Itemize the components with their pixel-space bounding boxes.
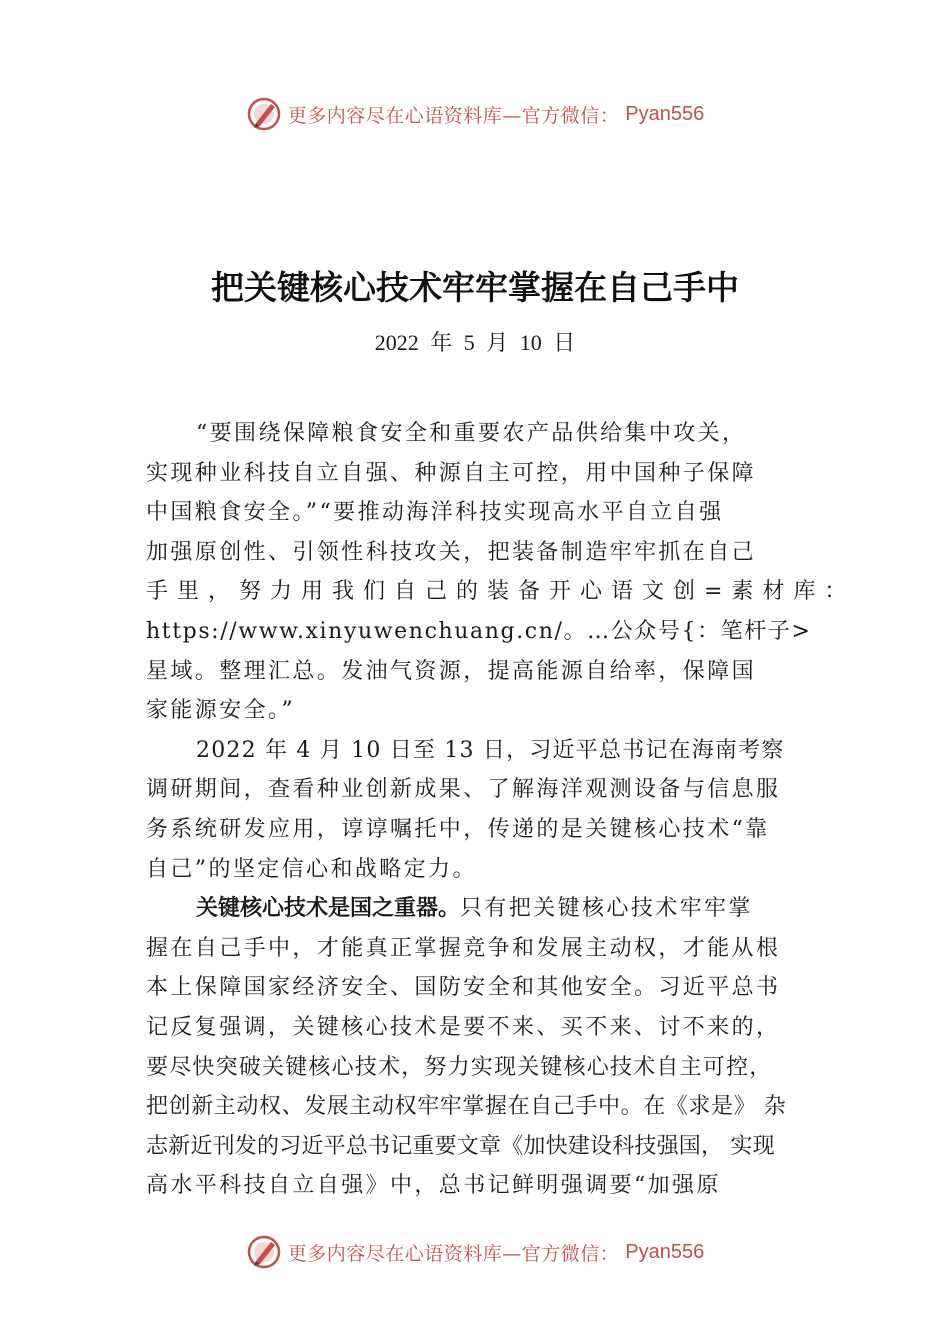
article-date: 2022 年 5 月 10 日	[374, 330, 576, 355]
text-line: 高水平科技自立自强》中，总书记鲜明强调要“加强原	[146, 1173, 721, 1199]
text-line: 手里，努力用我们自己的装备开心语文创=素材库：	[146, 579, 856, 605]
article-body	[146, 414, 856, 1206]
text-line: 自己”的坚定信心和战略定力。	[146, 856, 477, 882]
banner-text: 更多内容尽在心语资料库—官方微信：	[287, 104, 620, 127]
text-line: 家能源安全。”	[146, 698, 296, 724]
footer-banner	[0, 1230, 950, 1274]
text-line: 中国粮食安全。”“要推动海洋科技实现高水平自立自强	[146, 500, 724, 526]
text-line: 志新近刊发的习近平总书记重要文章《加快建设科技强国， 实现	[146, 1133, 775, 1159]
text-line: 要尽快突破关键核心技术，努力实现关键核心技术自主可控，	[146, 1054, 773, 1080]
pen-logo-icon	[246, 1234, 282, 1270]
header-banner	[0, 92, 950, 136]
page-title: 把关键核心技术牢牢掌握在自己手中	[211, 268, 739, 307]
text-line: 加强原创性、引领性科技攻关，把装备制造牢牢抓在自己	[146, 539, 757, 565]
pen-logo-icon	[246, 96, 282, 132]
text-line: 星域。整理汇总。发油气资源，提高能源自给率，保障国	[146, 658, 757, 684]
text-line: “要围绕保障粮食安全和重要农产品供给集中攻关，	[196, 421, 747, 446]
text-line: 记反复强调，关键核心技术是要不来、买不来、讨不来的，	[146, 1014, 781, 1040]
bold-lead: 关键核心技术是国之重器。	[196, 896, 461, 922]
text-line: 务系统研发应用，谆谆嘱托中，传递的是关键核心技术“靠	[146, 816, 770, 842]
text-line: 调研期间，查看种业创新成果、了解海洋观测设备与信息服	[146, 777, 781, 803]
wechat-handle: Pyan556	[625, 102, 705, 125]
text-line: 实现种业科技自立自强、种源自主可控，用中国种子保障	[146, 460, 757, 486]
text-line: 本上保障国家经济安全、国防安全和其他安全。习近平总书	[146, 975, 781, 1001]
banner-text: 更多内容尽在心语资料库—官方微信：	[287, 1242, 620, 1265]
text-line: 2022 年 4 月 10 日至 13 日，习近平总书记在海南考察	[196, 737, 785, 763]
wechat-handle: Pyan556	[625, 1240, 705, 1263]
text-line: 握在自己手中，才能真正掌握竞争和发展主动权，才能从根	[146, 935, 781, 961]
text-line: https://www.xinyuwenchuang.cn/。…公众号{：笔杆子>	[146, 618, 812, 644]
text-run: 只有把关键核心技术牢牢掌	[460, 896, 753, 922]
text-line: 把创新主动权、发展主动权牢牢掌握在自己手中。在《求是》 杂	[146, 1094, 787, 1120]
text-line-with-bold-lead	[146, 889, 836, 929]
